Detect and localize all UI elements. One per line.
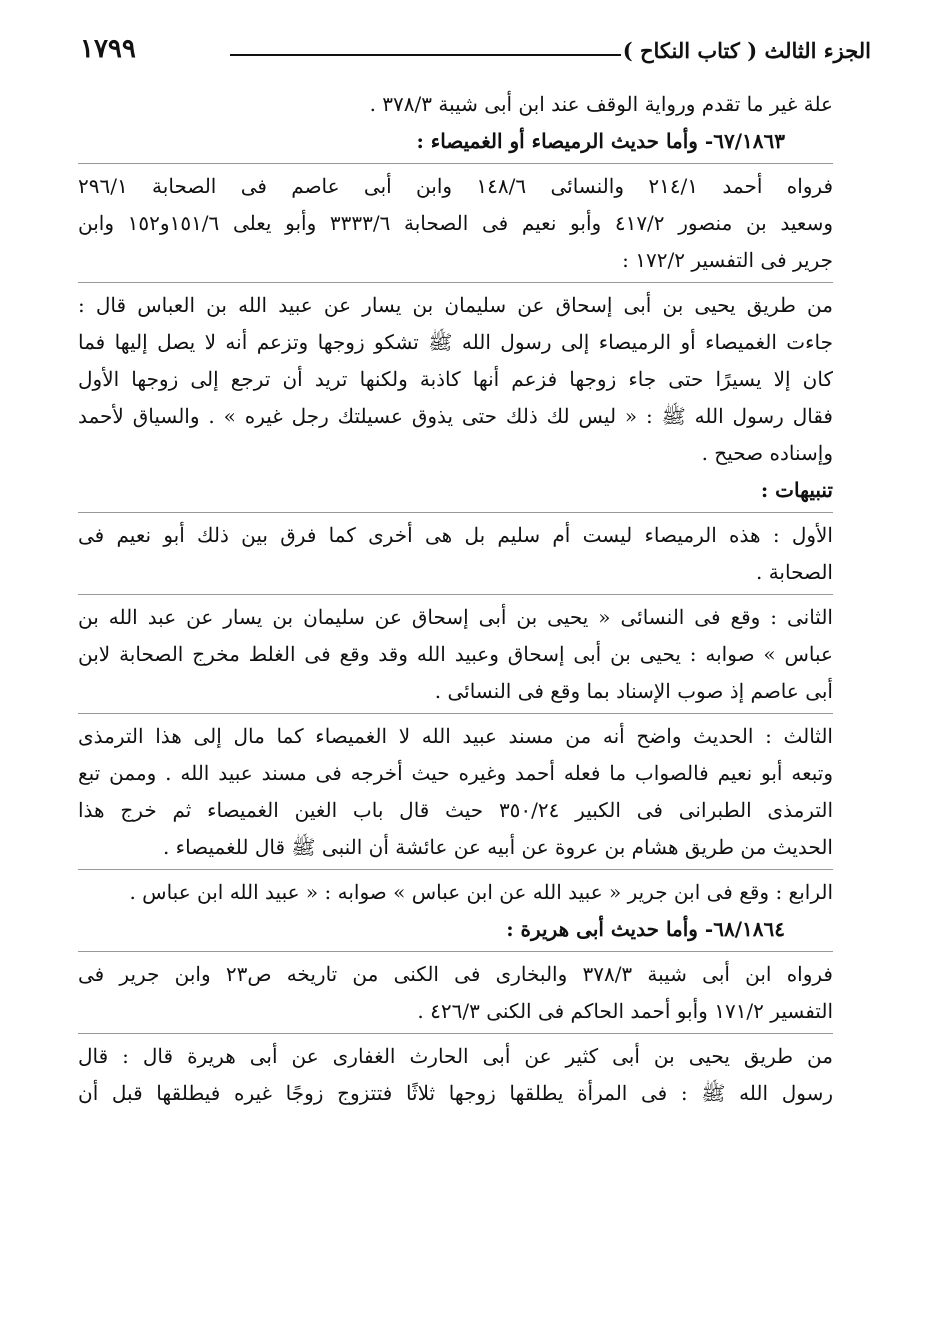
text-line: الصحابة . xyxy=(755,560,833,584)
text-line: الحديث من طريق هشام بن عروة عن أبيه عن عائشة أن النبى ﷺ قال للغميصاء . xyxy=(162,835,833,859)
paragraph-separator xyxy=(78,594,833,595)
paragraph-separator xyxy=(78,1033,833,1034)
text-line: الثالث : الحديث واضح أنه من مسند عبيد الله لا الغميصاء كما مال إلى هذا الترمذى xyxy=(78,724,833,748)
paragraph-separator xyxy=(78,869,833,870)
page-number: ١٧٩٩ xyxy=(80,34,136,64)
text-line: وسعيد بن منصور ٤١٧/٢ وأبو نعيم فى الصحابة ٣٣٣٣/٦ وأبو يعلى ١٥١/٦و١٥٢ وابن xyxy=(78,211,833,235)
text-line: جاءت الغميصاء أو الرميصاء إلى رسول الله ﷺ تشكو زوجها وتزعم أنه لا يصل إليها فما xyxy=(78,330,833,354)
text-line: من طريق يحيى بن أبى كثير عن أبى الحارث الغفارى عن أبى هريرة قال : قال xyxy=(78,1044,833,1068)
text-line: التفسير ١٧١/٢ وأبو أحمد الحاكم فى الكنى ٤٢٦/٣ . xyxy=(417,999,833,1023)
paragraph-separator xyxy=(78,951,833,952)
header-rule xyxy=(230,54,621,56)
paragraph-separator xyxy=(78,282,833,283)
text-line: فرواه أحمد ٢١٤/١ والنسائى ١٤٨/٦ وابن أبى عاصم فى الصحابة ٢٩٦/١ xyxy=(78,174,833,198)
text-line: علة غير ما تقدم ورواية الوقف عند ابن أبى شيبة ٣٧٨/٣ . xyxy=(369,92,833,116)
page-body xyxy=(78,86,833,1112)
page-header xyxy=(80,32,871,72)
heading-line: تنبيهات : xyxy=(760,478,833,502)
paragraph-separator xyxy=(78,512,833,513)
paragraph-separator xyxy=(78,713,833,714)
text-line: عباس » صوابه : يحيى بن أبى إسحاق وعبيد الله وقد وقع فى الغلط مخرج الصحابة لابن xyxy=(78,642,833,666)
running-title: الجزء الثالث ( كتاب النكاح ) xyxy=(622,38,871,63)
text-line: فرواه ابن أبى شيبة ٣٧٨/٣ والبخارى فى الكنى من تاريخه ص٢٣ وابن جرير فى xyxy=(78,962,833,986)
text-line: من طريق يحيى بن أبى إسحاق عن سليمان بن يسار عن عبيد الله بن العباس قال : xyxy=(78,293,833,317)
text-line: أبى عاصم إذ صوب الإسناد بما وقع فى النسائى . xyxy=(434,679,833,703)
text-line: كان إلا يسيرًا حتى جاء زوجها فزعم أنها كاذبة ولكنها تريد أن ترجع إلى زوجها الأول xyxy=(78,367,833,391)
text-line: جرير فى التفسير ١٧٢/٢ : xyxy=(622,248,833,272)
text-line: فقال رسول الله ﷺ : « ليس لك ذلك حتى يذوق عسيلتك رجل غيره » . والسياق لأحمد xyxy=(78,404,833,428)
text-line: رسول الله ﷺ : فى المرأة يطلقها زوجها ثلاثًا فتتزوج زوجًا غيره فيطلقها قبل أن xyxy=(78,1081,833,1105)
text-line: وإسناده صحيح . xyxy=(701,441,833,465)
heading-line: ٦٨/١٨٦٤- وأما حديث أبى هريرة : xyxy=(506,917,785,941)
heading-line: ٦٧/١٨٦٣- وأما حديث الرميصاء أو الغميصاء : xyxy=(416,129,785,153)
text-line: الترمذى الطبرانى فى الكبير ٣٥٠/٢٤ حيث قال باب الغين الغميصاء ثم خرج هذا xyxy=(78,798,833,822)
paragraph-separator xyxy=(78,163,833,164)
text-line: الأول : هذه الرميصاء ليست أم سليم بل هى أخرى كما فرق بين ذلك أبو نعيم فى xyxy=(78,523,833,547)
text-line: الرابع : وقع فى ابن جرير « عبيد الله عن ابن عباس » صوابه : « عبيد الله ابن عباس . xyxy=(129,880,833,904)
text-line: الثانى : وقع فى النسائى « يحيى بن أبى إسحاق عن سليمان بن يسار عن عبد الله بن xyxy=(78,605,833,629)
text-line: وتبعه أبو نعيم فالصواب ما فعله أحمد وغيره حيث أخرجه فى مسند عبيد الله . وممن تبع xyxy=(78,761,833,785)
